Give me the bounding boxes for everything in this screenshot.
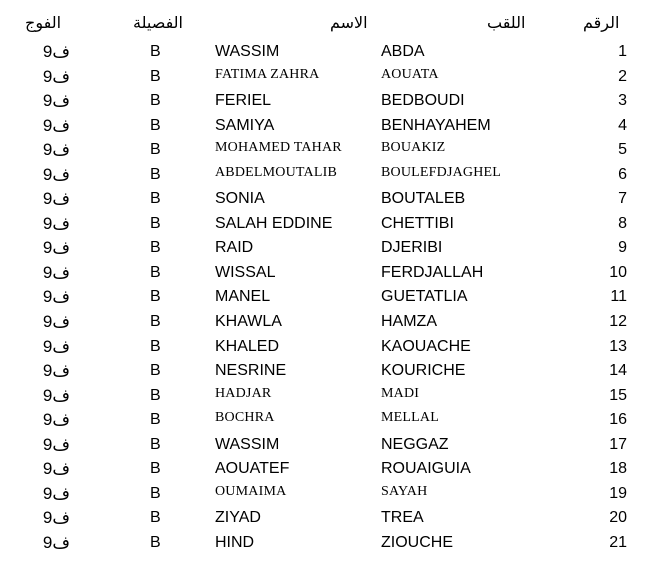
header-number: الرقم — [583, 15, 620, 32]
table-row — [0, 433, 657, 458]
number-cell: 14 — [609, 362, 627, 380]
header-last-name: اللقب — [487, 15, 526, 32]
student-rows — [0, 40, 657, 555]
group-cell: ف9 — [42, 287, 70, 307]
group-cell: ف9 — [42, 115, 70, 135]
section-cell: B — [150, 362, 161, 380]
table-row — [0, 408, 657, 433]
first-name-cell: FERIEL — [215, 92, 272, 110]
last-name-cell: KAOUACHE — [381, 337, 471, 355]
number-cell: 21 — [609, 533, 627, 551]
number-cell: 17 — [609, 435, 627, 453]
section-cell: B — [150, 484, 161, 502]
last-name-cell: ABDA — [381, 43, 425, 60]
group-cell: ف9 — [42, 434, 70, 454]
first-name-cell: SAMIYA — [215, 116, 275, 134]
last-name-cell: DJERIBI — [381, 239, 443, 257]
section-cell: B — [150, 165, 161, 183]
number-cell: 4 — [618, 116, 627, 134]
section-cell: B — [150, 435, 161, 453]
first-name-cell: WASSIM — [215, 43, 280, 60]
group-cell: ف9 — [42, 262, 70, 282]
header-group: الفوج — [25, 15, 62, 32]
group-cell: ف9 — [42, 385, 70, 405]
number-cell: 13 — [609, 337, 627, 355]
section-cell: B — [150, 92, 161, 110]
number-cell: 19 — [609, 484, 627, 502]
group-cell: ف9 — [42, 312, 70, 332]
section-cell: B — [150, 43, 161, 60]
first-name-cell: SONIA — [215, 190, 265, 208]
first-name-cell: RAID — [215, 239, 254, 257]
last-name-cell: NEGGAZ — [381, 435, 449, 453]
section-cell: B — [150, 533, 161, 551]
first-name-cell: ZIYAD — [215, 509, 261, 527]
section-cell: B — [150, 386, 161, 404]
group-cell: ف9 — [42, 361, 70, 381]
table-row — [0, 163, 657, 188]
first-name-cell: MANEL — [215, 288, 271, 306]
table-row — [0, 482, 657, 507]
number-cell: 18 — [609, 460, 627, 478]
first-name-cell: NESRINE — [215, 362, 287, 380]
table-row — [0, 138, 657, 163]
table-row — [0, 114, 657, 139]
number-cell: 12 — [609, 313, 627, 331]
header-section: الفصيلة — [133, 15, 183, 32]
group-cell: ف9 — [42, 164, 70, 184]
section-cell: B — [150, 67, 161, 85]
last-name-cell: AOUATA — [381, 66, 439, 82]
last-name-cell: GUETATLIA — [381, 288, 468, 306]
group-cell: ف9 — [42, 66, 70, 86]
section-cell: B — [150, 263, 161, 281]
section-cell: B — [150, 141, 161, 159]
group-cell: ف9 — [42, 91, 70, 111]
number-cell: 11 — [610, 288, 627, 306]
last-name-cell: FERDJALLAH — [381, 263, 484, 281]
table-row — [0, 65, 657, 90]
section-cell: B — [150, 313, 161, 331]
table-row — [0, 40, 657, 65]
last-name-cell: HAMZA — [381, 313, 437, 331]
number-cell: 1 — [618, 43, 627, 60]
group-cell: ف9 — [42, 336, 70, 356]
number-cell: 20 — [609, 509, 627, 527]
table-row — [0, 531, 657, 556]
group-cell: ف9 — [42, 410, 70, 430]
first-name-cell: KHAWLA — [215, 313, 282, 331]
last-name-cell: BOUAKIZ — [381, 140, 446, 156]
first-name-cell: SALAH EDDINE — [215, 214, 333, 232]
last-name-cell: BENHAYAHEM — [381, 116, 491, 134]
number-cell: 5 — [618, 141, 627, 159]
last-name-cell: BEDBOUDI — [381, 92, 465, 110]
table-row — [0, 359, 657, 384]
first-name-cell: AOUATEF — [215, 460, 290, 478]
first-name-cell: KHALED — [215, 337, 280, 355]
table-header — [0, 14, 657, 36]
first-name-cell: MOHAMED TAHAR — [215, 140, 342, 156]
section-cell: B — [150, 116, 161, 134]
last-name-cell: KOURICHE — [381, 362, 466, 380]
table-row — [0, 335, 657, 360]
last-name-cell: BOULEFDJAGHEL — [381, 164, 502, 180]
last-name-cell: CHETTIBI — [381, 214, 454, 232]
table-row — [0, 384, 657, 409]
table-row — [0, 261, 657, 286]
number-cell: 7 — [618, 190, 627, 208]
last-name-cell: SAYAH — [381, 483, 428, 499]
section-cell: B — [150, 239, 161, 257]
table-row — [0, 89, 657, 114]
group-cell: ف9 — [42, 483, 70, 503]
number-cell: 10 — [609, 263, 627, 281]
last-name-cell: TREA — [381, 509, 424, 527]
number-cell: 2 — [618, 67, 627, 85]
last-name-cell: MADI — [381, 385, 420, 401]
section-cell: B — [150, 509, 161, 527]
header-first-name: الاسم — [330, 15, 368, 32]
table-row — [0, 187, 657, 212]
first-name-cell: BOCHRA — [215, 410, 275, 426]
section-cell: B — [150, 214, 161, 232]
group-cell: ف9 — [42, 140, 70, 160]
group-cell: ف9 — [42, 238, 70, 258]
number-cell: 9 — [618, 239, 627, 257]
first-name-cell: HIND — [215, 533, 255, 551]
section-cell: B — [150, 288, 161, 306]
last-name-cell: BOUTALEB — [381, 190, 466, 208]
number-cell: 15 — [609, 386, 627, 404]
first-name-cell: OUMAIMA — [215, 483, 287, 499]
table-row — [0, 285, 657, 310]
group-cell: ف9 — [42, 508, 70, 528]
section-cell: B — [150, 190, 161, 208]
table-row — [0, 506, 657, 531]
number-cell: 6 — [618, 165, 627, 183]
group-cell: ف9 — [42, 459, 70, 479]
last-name-cell: MELLAL — [381, 410, 439, 426]
first-name-cell: HADJAR — [215, 385, 272, 401]
table-row — [0, 310, 657, 335]
group-cell: ف9 — [42, 532, 70, 552]
number-cell: 3 — [618, 92, 627, 110]
group-cell: ف9 — [42, 213, 70, 233]
group-cell: ف9 — [42, 42, 70, 61]
section-cell: B — [150, 337, 161, 355]
section-cell: B — [150, 460, 161, 478]
first-name-cell: WASSIM — [215, 435, 280, 453]
number-cell: 16 — [609, 411, 627, 429]
section-cell: B — [150, 411, 161, 429]
number-cell: 8 — [618, 214, 627, 232]
first-name-cell: FATIMA ZAHRA — [215, 66, 320, 82]
first-name-cell: WISSAL — [215, 263, 276, 281]
last-name-cell: ZIOUCHE — [381, 533, 453, 551]
last-name-cell: ROUAIGUIA — [381, 460, 471, 478]
table-row — [0, 457, 657, 482]
first-name-cell: ABDELMOUTALIB — [215, 164, 338, 180]
table-row — [0, 236, 657, 261]
group-cell: ف9 — [42, 189, 70, 209]
table-row — [0, 212, 657, 237]
